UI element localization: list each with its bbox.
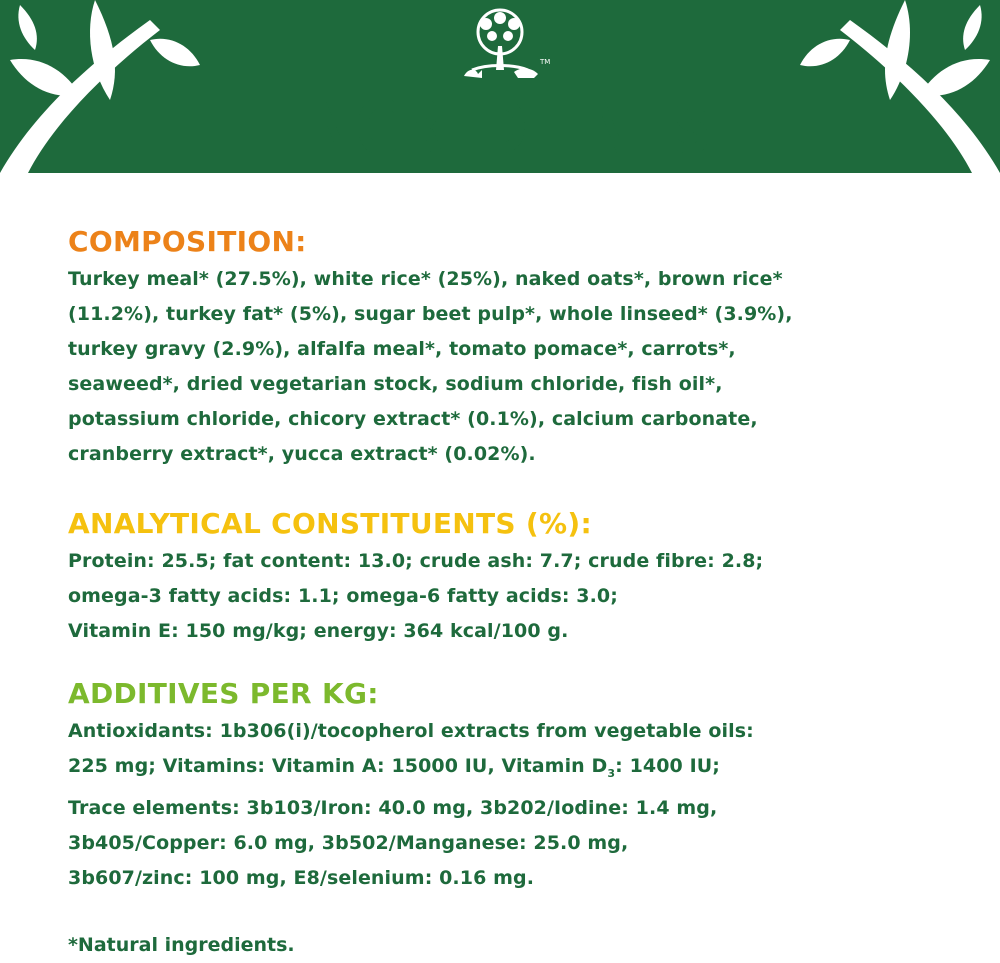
- analytical-heading: ANALYTICAL CONSTITUENTS (%):: [68, 507, 592, 540]
- analytical-section: [68, 504, 763, 649]
- additives-heading: ADDITIVES PER KG:: [68, 677, 379, 710]
- additives-line-part: 225 mg; Vitamins: Vitamin A: 15000 IU, Vitamin D: [68, 755, 608, 777]
- additives-section: [68, 674, 754, 896]
- tree-logo-icon: [452, 6, 551, 88]
- additives-line: Antioxidants: 1b306(i)/tocopherol extracts from vegetable oils:: [68, 720, 754, 742]
- composition-section: [68, 222, 793, 472]
- additives-line-part: : 1400 IU;: [615, 755, 720, 777]
- natural-ingredients-footnote: *Natural ingredients.: [68, 934, 295, 956]
- composition-line: turkey gravy (2.9%), alfalfa meal*, tomato pomace*, carrots*,: [68, 338, 736, 360]
- analytical-line: Protein: 25.5; fat content: 13.0; crude ash: 7.7; crude fibre: 2.8;: [68, 550, 764, 572]
- composition-line: (11.2%), turkey fat* (5%), sugar beet pulp*, whole linseed* (3.9%),: [68, 303, 793, 325]
- composition-line: Turkey meal* (27.5%), white rice* (25%), naked oats*, brown rice*: [68, 268, 783, 290]
- composition-line: cranberry extract*, yucca extract* (0.02%).: [68, 443, 536, 465]
- vitamin-d-subscript: 3: [607, 766, 616, 780]
- composition-line: seaweed*, dried vegetarian stock, sodium chloride, fish oil*,: [68, 373, 723, 395]
- additives-line: Trace elements: 3b103/Iron: 40.0 mg, 3b202/Iodine: 1.4 mg,: [68, 796, 718, 819]
- composition-heading: COMPOSITION:: [68, 225, 307, 258]
- analytical-line: Vitamin E: 150 mg/kg; energy: 364 kcal/100 g.: [68, 620, 569, 642]
- page-title: INGREDIENTS: [287, 85, 713, 171]
- analytical-line: omega-3 fatty acids: 1.1; omega-6 fatty acids: 3.0;: [68, 585, 618, 607]
- trademark-mark: TM: [540, 58, 551, 66]
- composition-line: potassium chloride, chicory extract* (0.1%), calcium carbonate,: [68, 408, 758, 430]
- additives-line: 3b607/zinc: 100 mg, E8/selenium: 0.16 mg.: [68, 866, 535, 889]
- additives-line: 3b405/Copper: 6.0 mg, 3b502/Manganese: 25.0 mg,: [68, 831, 629, 854]
- header-banner: [0, 0, 1000, 173]
- additives-line: [68, 749, 754, 791]
